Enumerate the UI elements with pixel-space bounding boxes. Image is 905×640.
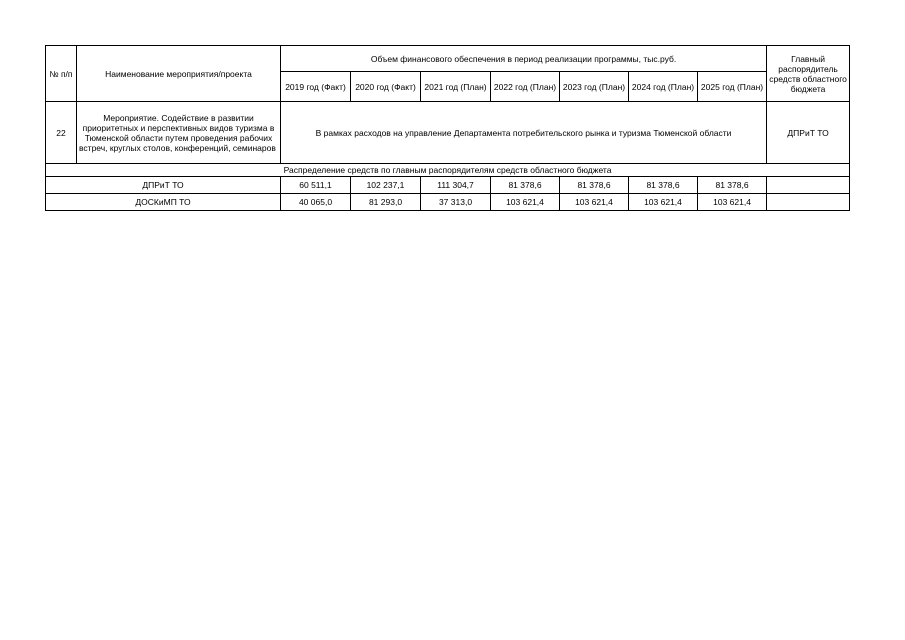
amount-cell: 103 621,4 [491, 194, 560, 211]
header-row-top [46, 46, 850, 72]
activity-num: 22 [46, 102, 77, 164]
manager-name: ДОСКиМП ТО [46, 194, 281, 211]
amount-cell: 81 378,6 [560, 177, 629, 194]
header-year: 2025 год (План) [698, 72, 767, 102]
header-activity-name: Наименование мероприятия/проекта [77, 46, 281, 102]
amount-cell: 37 313,0 [421, 194, 491, 211]
amount-cell: 103 621,4 [698, 194, 767, 211]
amount-cell: 103 621,4 [629, 194, 698, 211]
amount-cell: 81 378,6 [629, 177, 698, 194]
table-row [46, 177, 850, 194]
header-year: 2019 год (Факт) [281, 72, 351, 102]
amount-cell: 102 237,1 [351, 177, 421, 194]
header-year: 2022 год (План) [491, 72, 560, 102]
amount-cell: 103 621,4 [560, 194, 629, 211]
header-num: № п/п [46, 46, 77, 102]
empty-cell [767, 194, 850, 211]
header-manager: Главный распорядитель средств областного бюджета [767, 46, 850, 102]
amount-cell: 81 293,0 [351, 194, 421, 211]
amount-cell: 81 378,6 [698, 177, 767, 194]
distribution-title: Распределение средств по главным распорядителям средств областного бюджета [46, 164, 850, 177]
amount-cell: 60 511,1 [281, 177, 351, 194]
header-year: 2023 год (План) [560, 72, 629, 102]
header-funding: Объем финансового обеспечения в период реализации программы, тыс.руб. [281, 46, 767, 72]
amount-cell: 81 378,6 [491, 177, 560, 194]
empty-cell [767, 177, 850, 194]
table-row [46, 194, 850, 211]
header-year: 2024 год (План) [629, 72, 698, 102]
distribution-title-row [46, 164, 850, 177]
activity-funding-note: В рамках расходов на управление Департамента потребительского рынка и туризма Тюменской области [281, 102, 767, 164]
amount-cell: 111 304,7 [421, 177, 491, 194]
activity-row [46, 102, 850, 164]
funding-table [45, 45, 850, 211]
amount-cell: 40 065,0 [281, 194, 351, 211]
activity-manager: ДПРиТ ТО [767, 102, 850, 164]
header-year: 2020 год (Факт) [351, 72, 421, 102]
manager-name: ДПРиТ ТО [46, 177, 281, 194]
activity-name: Мероприятие. Содействие в развитии приоритетных и перспективных видов туризма в Тюменской области путем проведения рабочих встреч, круглых столов, конференций, семинаров [77, 102, 281, 164]
header-year: 2021 год (План) [421, 72, 491, 102]
